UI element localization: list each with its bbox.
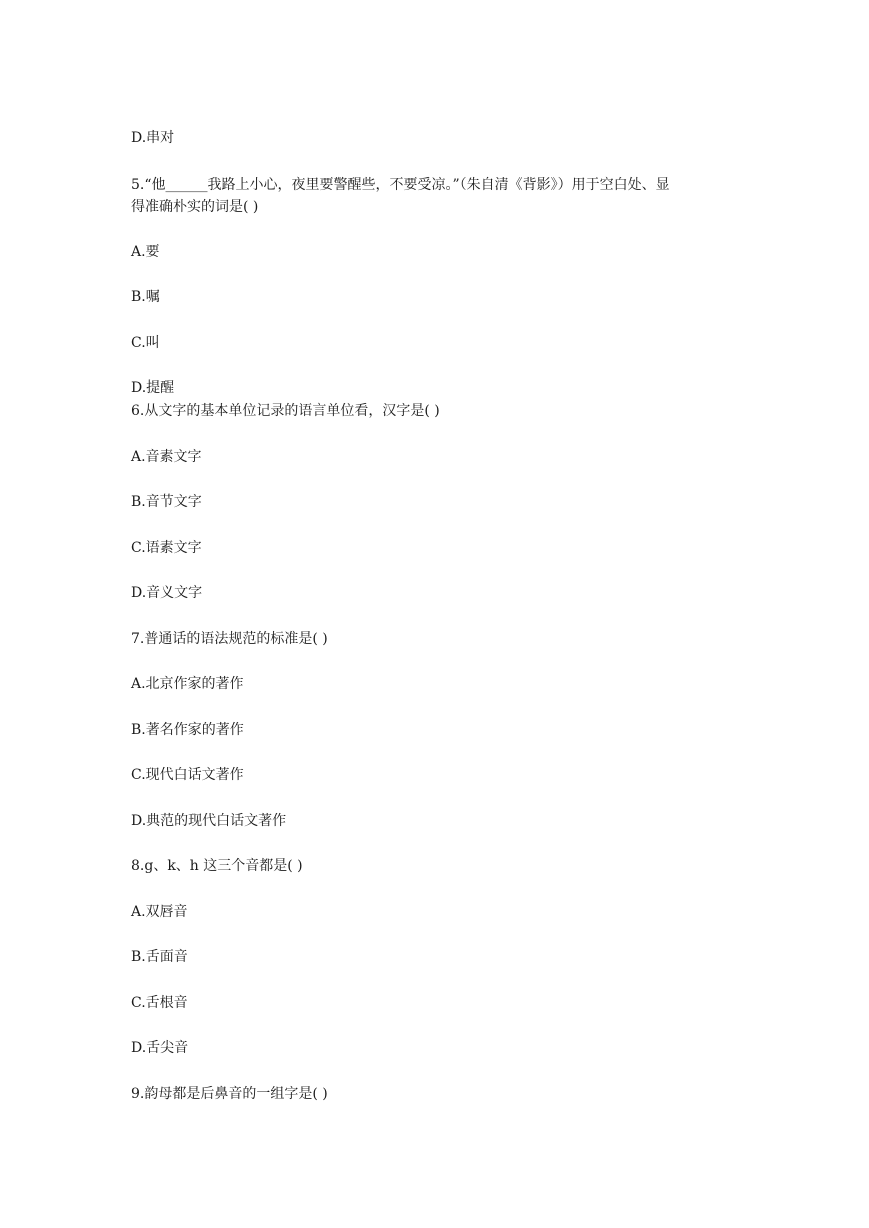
q8-option-a: A.双唇音 xyxy=(131,904,188,920)
q5-option-d: D.提醒 xyxy=(131,380,175,396)
q6-option-d: D.音义文字 xyxy=(131,585,203,601)
q6-option-a: A.音素文字 xyxy=(131,449,202,465)
q6-option-b: B.音节文字 xyxy=(131,494,202,510)
q5-option-a: A.要 xyxy=(131,244,160,260)
q5-option-b: B.嘱 xyxy=(131,289,160,305)
q8-option-c: C.舌根音 xyxy=(131,995,188,1011)
q5-stem-line-2: 得准确朴实的词是( ) xyxy=(131,199,259,215)
q4-option-d: D.串对 xyxy=(131,130,175,146)
q7-option-a: A.北京作家的著作 xyxy=(131,676,244,692)
q6-option-c: C.语素文字 xyxy=(131,540,202,556)
q8-option-d: D.舌尖音 xyxy=(131,1040,189,1056)
q5-stem-line-1: 5.“他______我路上小心，夜里要警醒些，不要受凉。”（朱自清《背影》）用于空白处、显 xyxy=(131,177,670,193)
q8-stem: 8.g、k、h 这三个音都是( ) xyxy=(131,858,303,874)
q9-stem: 9.韵母都是后鼻音的一组字是( ) xyxy=(131,1086,328,1102)
q5-option-c: C.叫 xyxy=(131,335,160,351)
q8-option-b: B.舌面音 xyxy=(131,949,188,965)
q7-option-b: B.著名作家的著作 xyxy=(131,722,244,738)
q7-option-c: C.现代白话文著作 xyxy=(131,767,244,783)
q6-stem: 6.从文字的基本单位记录的语言单位看，汉字是( ) xyxy=(131,403,440,419)
q7-option-d: D.典范的现代白话文著作 xyxy=(131,813,287,829)
q7-stem: 7.普通话的语法规范的标准是( ) xyxy=(131,631,328,647)
